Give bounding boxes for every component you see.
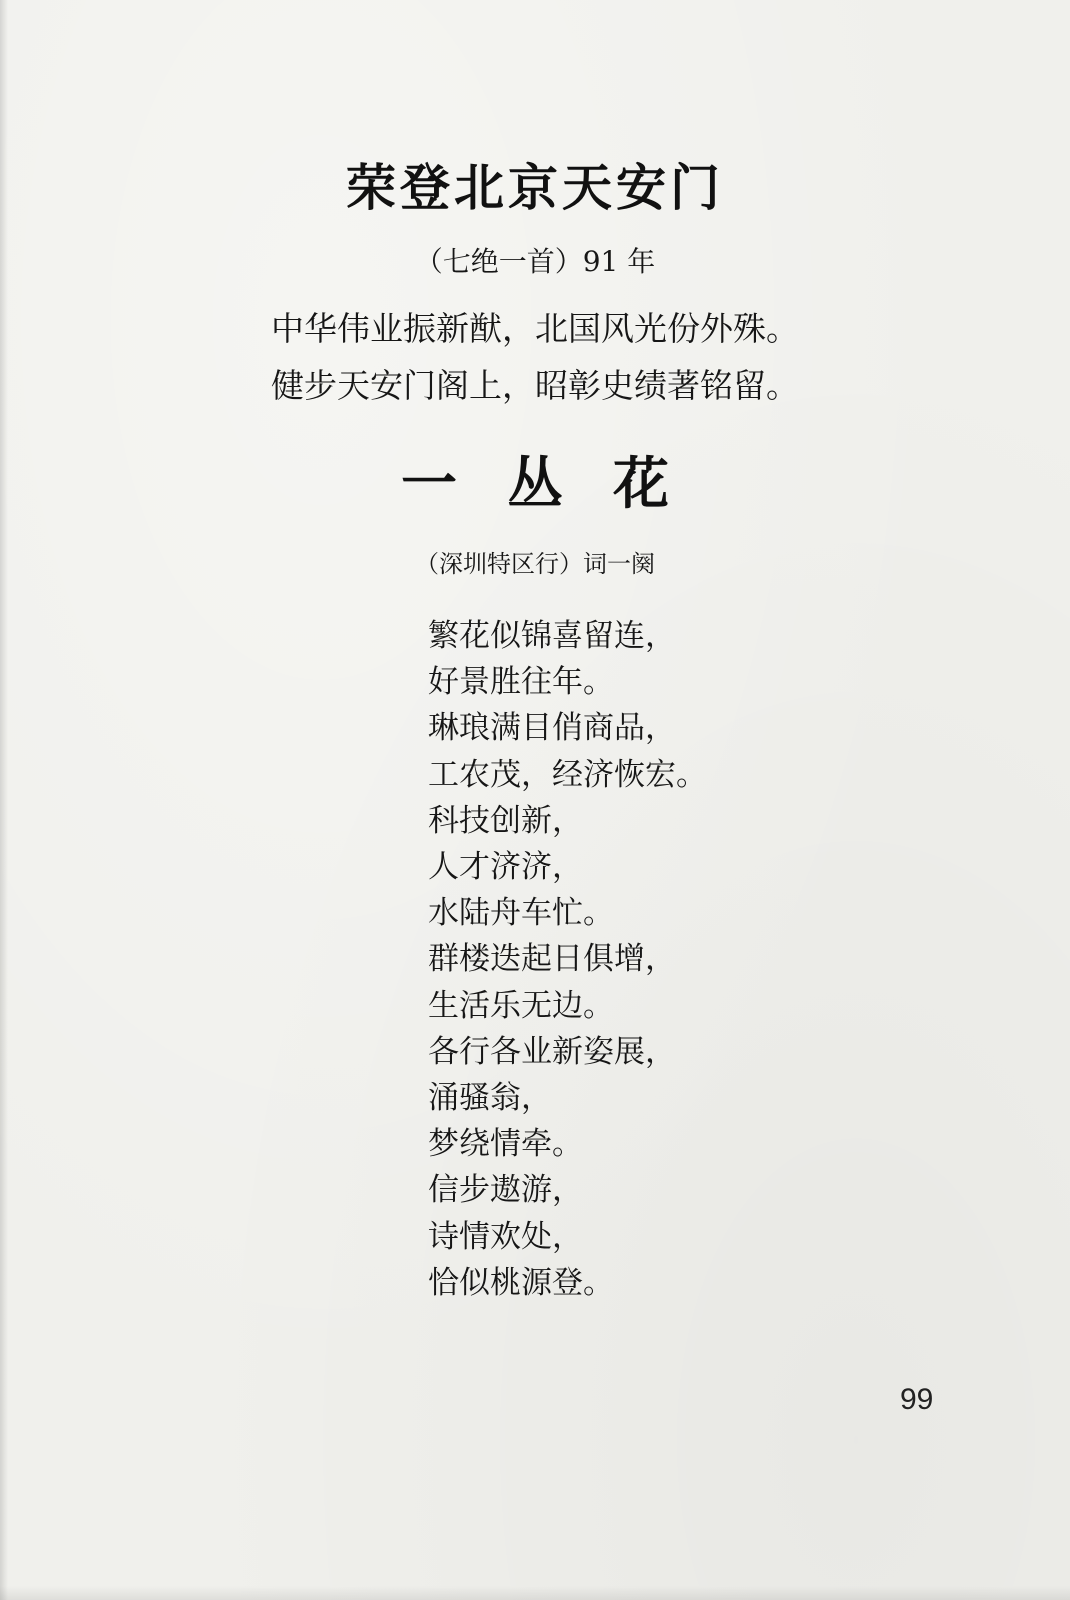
poem2-line: 人才济济， bbox=[428, 849, 583, 886]
poem1-subtitle: （七绝一首）91 年 bbox=[414, 245, 656, 278]
poem2-line: 恰似桃源登。 bbox=[428, 1264, 614, 1301]
poem2-line: 繁花似锦喜留连， bbox=[428, 618, 676, 654]
poem2-line: 信步遨游， bbox=[428, 1172, 583, 1209]
poem2-line: 涌骚翁， bbox=[428, 1080, 552, 1117]
poem1-line: 中华伟业振新猷，北国风光份外殊。 bbox=[271, 309, 799, 348]
poem1-title: 荣登北京天安门 bbox=[346, 158, 724, 217]
poem2-line: 水陆舟车忙。 bbox=[428, 895, 614, 932]
poem2-line: 生活乐无边。 bbox=[428, 987, 614, 1024]
poem2-line: 好景胜往年。 bbox=[428, 664, 614, 701]
poem2-line: 诗情欢处， bbox=[428, 1218, 583, 1255]
poem2-line: 工农茂，经济恢宏。 bbox=[428, 756, 707, 793]
page-bottom-shadow bbox=[0, 1586, 1070, 1600]
poem1-body bbox=[0, 300, 1070, 414]
poem2-line: 琳琅满目俏商品， bbox=[428, 710, 676, 747]
poem2-line: 梦绕情牵。 bbox=[428, 1126, 583, 1163]
poem2-title: 一丛花 bbox=[401, 451, 719, 517]
page-number: 99 bbox=[900, 1383, 934, 1416]
poem2-line: 群楼迭起日俱增， bbox=[428, 941, 676, 978]
poem2-subtitle: （深圳特区行）词一阕 bbox=[415, 550, 655, 578]
poem2-body bbox=[428, 613, 707, 1306]
poem2-line: 各行各业新姿展， bbox=[428, 1033, 676, 1070]
poem2-line: 科技创新， bbox=[428, 802, 583, 839]
poem1-line: 健步天安门阁上，昭彰史绩著铭留。 bbox=[271, 366, 799, 405]
